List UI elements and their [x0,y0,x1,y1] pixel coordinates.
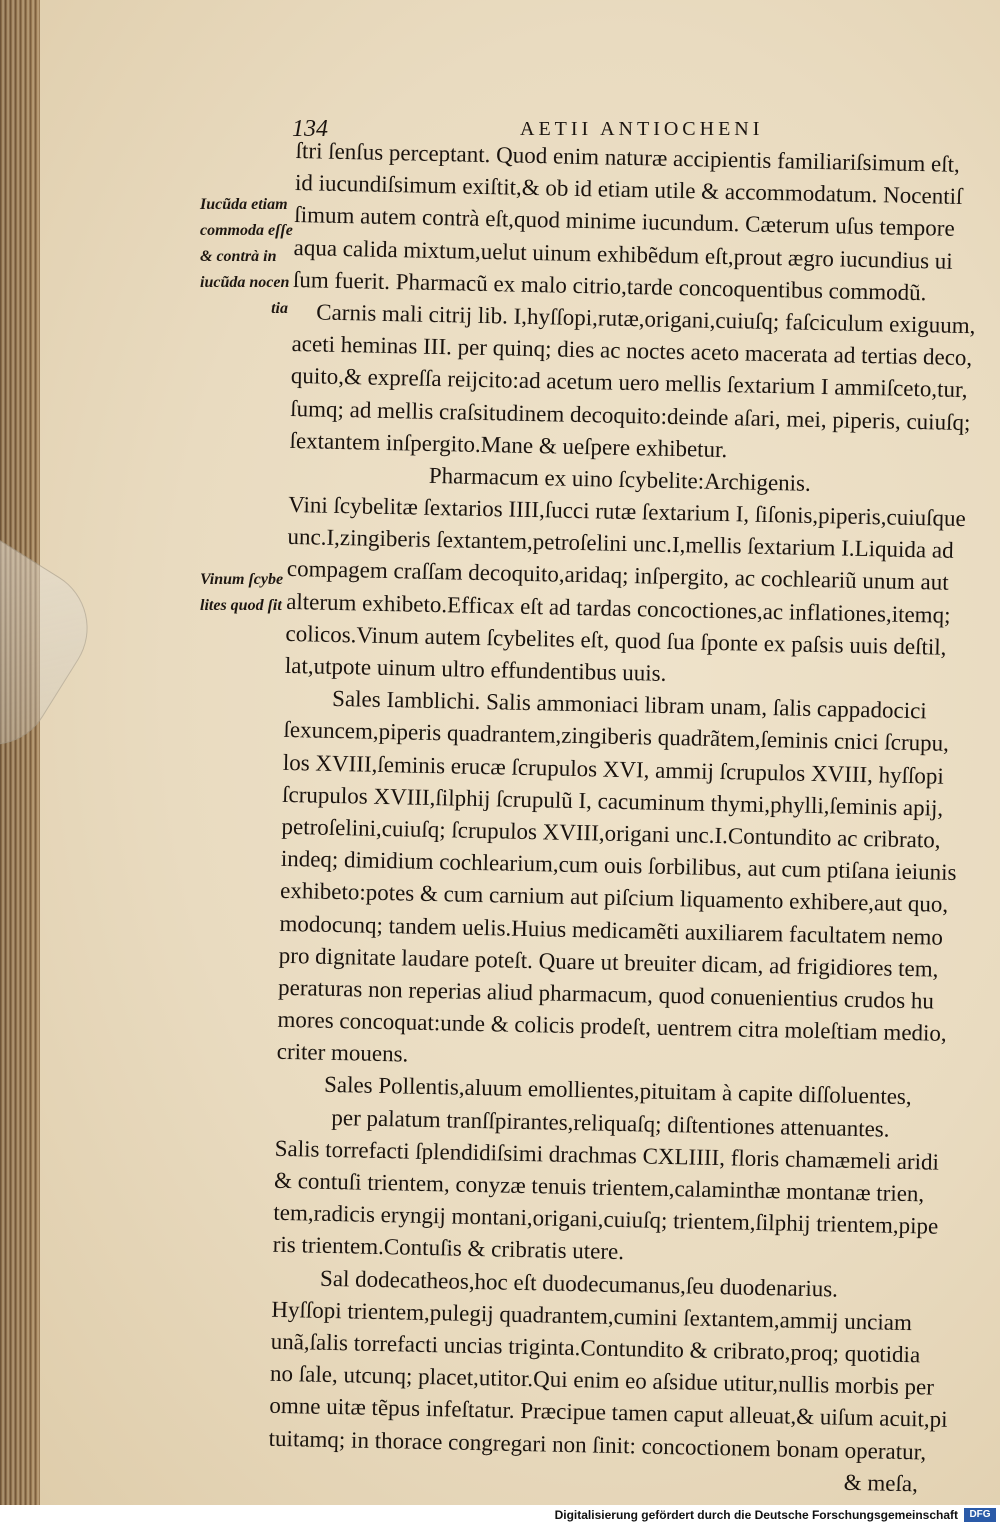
text-line: criter mouens. [276,1039,409,1067]
margin-note-line: & contrà in [200,248,277,265]
digitization-footer [0,1505,1000,1525]
text-line: mores concoquat:unde & colicis prodeſt, uentrem citra moleſtiam medio, [277,1006,947,1046]
text-line: ſum fuerit. Pharmacũ ex malo citrio,tarde concoquentibus commodũ. [292,266,927,305]
text-line: Salis torrefacti ſplendidiſsimi drachmas CXLIIII, floris chamæmeli aridi [274,1135,940,1175]
text-line: quito,& expreſſa reijcito:ad acetum uero mellis ſextarium I ammiſceto,tur, [290,363,968,403]
body-text [268,135,986,1501]
text-line: petroſelini,cuiuſq; ſcrupulos XVIII,origani unc.I.Contundito ac cribrato, [281,813,941,853]
text-line: aqua calida mixtum,uelut uinum exhibẽdum eſt,prout ægro iucundius ui [293,234,953,274]
footer-credit: Digitalisierung gefördert durch die Deutsche Forschungsgemeinschaft [554,1508,958,1522]
margin-note-line: commoda eſſe [200,222,293,239]
text-line: per palatum tranſſpirantes,reliquaſq; diſtentiones attenuantes. [331,1104,890,1142]
text-line: Sales Iamblichi. Salis ammoniaci libram unam, ſalis cappadocici [331,686,927,724]
text-line: peraturas non reperias aliud pharmacum, quod conuenientius crudos hu [277,974,935,1014]
page-edges [0,0,40,1505]
dfg-logo-icon: DFG [964,1508,996,1522]
text-line: modocunq; tandem uelis.Huius medicamẽti auxiliarem facultatem nemo [279,910,944,950]
text-line: & meſa, [843,1469,919,1497]
text-line: Carnis mali citrij lib. I,hyſſopi,rutæ,origani,cuiuſq; faſciculum exiguum, [316,299,976,339]
text-line: aceti heminas III. per quinq; dies ac noctes aceto macerata ad tertias deco, [291,331,973,371]
margin-note-line: iucũda nocen [200,274,290,291]
text-line: unc.I,zingiberis ſextantem,petroſelini unc.I,mellis ſextarium I.Liquida ad [287,524,954,564]
text-line: ſtri ſenſus perceptant. Quod enim naturæ accipientis familiariſsimum eſt, [295,137,961,177]
text-line: lat,utpote uinum ultro effundentibus uuis. [284,652,667,686]
margin-note-line: tia [271,300,288,317]
text-line: colicos.Vinum autem ſcybelites eſt, quod ſua ſponte ex paſsis uuis deſtil, [285,620,947,660]
text-line: ſcrupulos XVIII,ſilphij ſcrupulũ I, cacuminum thymi,phylli,ſeminis apij, [281,781,944,821]
running-head: AETII ANTIOCHENI [520,118,764,140]
text-line: Vini ſcybelitæ ſextarios IIII,ſucci rutæ ſextarium I, ſiſonis,piperis,cuiuſque [287,491,966,532]
text-line: los XVIII,ſeminis erucæ ſcrupulos XVI, ammij ſcrupulos XVIII, hyſſopi [282,749,945,789]
text-line: ris trientem.Contuſis & cribratis utere. [272,1232,625,1265]
text-line: Pharmacum ex uino ſcybelite:Archigenis. [428,462,812,496]
text-line: ſimum autem contrà eſt,quod minime iucundum. Cæterum uſus tempore [294,202,955,242]
text-line: Sales Pollentis,aluum emollientes,pituitam à capite diſſoluentes, [323,1072,912,1110]
text-line: & contuſi trientem, conyzæ tenuis trientem,calaminthæ montanæ trien, [273,1167,925,1207]
text-line: alterum exhibeto.Efficax eſt ad tardas concoctiones,ac inflationes,itemq; [285,588,951,628]
text-line: tuitamq; in thorace congregari non ſinit: concoctionem bonam operatur, [268,1425,927,1464]
text-line: compagem craſſam decoquito,aridaq; inſpergito, ac cochleariũ unum aut [286,556,949,596]
margin-note-line: Iucũda etiam [200,196,288,213]
margin-note-line: Vinum ſcybe [200,571,284,588]
text-line: id iucundiſsimum exiſtit,& ob id etiam utile & accommodatum. Nocentiſ [294,170,963,210]
margin-note-1 [200,192,300,322]
text-line: indeq; dimidium cochlearium,cum ouis ſorbilibus, aut cum ptiſana ieiunis [280,845,957,886]
folio-number: 134 [292,116,328,142]
text-line: Sal dodecatheos,hoc eſt duodecumanus,ſeu duodenarius. [319,1265,839,1302]
text-line: exhibeto:potes & cum carnium aut piſcium liquamento exhibere,aut quo, [279,878,949,918]
text-line: no ſale, utcunq; placet,utitor.Qui enim eo aſsidue utitur,nullis morbis per [269,1360,935,1400]
margin-note-2 [200,567,300,619]
text-line: ſumq; ad mellis craſsitudinem decoquito:deinde aſari, mei, piperis, cuiuſq; [290,395,971,435]
text-line: unã,ſalis torrefacti uncias triginta.Contundito & cribrato,proq; quotidia [270,1328,921,1368]
text-line: ſextantem inſpergito.Mane & ueſpere exhibetur. [289,427,728,462]
text-line: ſexuncem,piperis quadrantem,zingiberis quadrãtem,ſeminis cnici ſcrupu, [283,717,950,757]
text-line: pro dignitate laudare poteſt. Quare ut breuiter dicam, ad frigidiores tem, [278,942,939,982]
text-line: omne uitæ tẽpus infeſtatur. Præcipue tamen caput alleuat,& uiſum acuit,pi [269,1393,948,1433]
text-line: Hyſſopi trientem,pulegij quadrantem,cumini ſextantem,ammij unciam [271,1296,913,1335]
margin-note-line: lites quod ſit [200,597,282,614]
text-line: tem,radicis eryngij montani,origani,cuiuſq; trientem,ſilphij trientem,pipe [273,1199,939,1239]
